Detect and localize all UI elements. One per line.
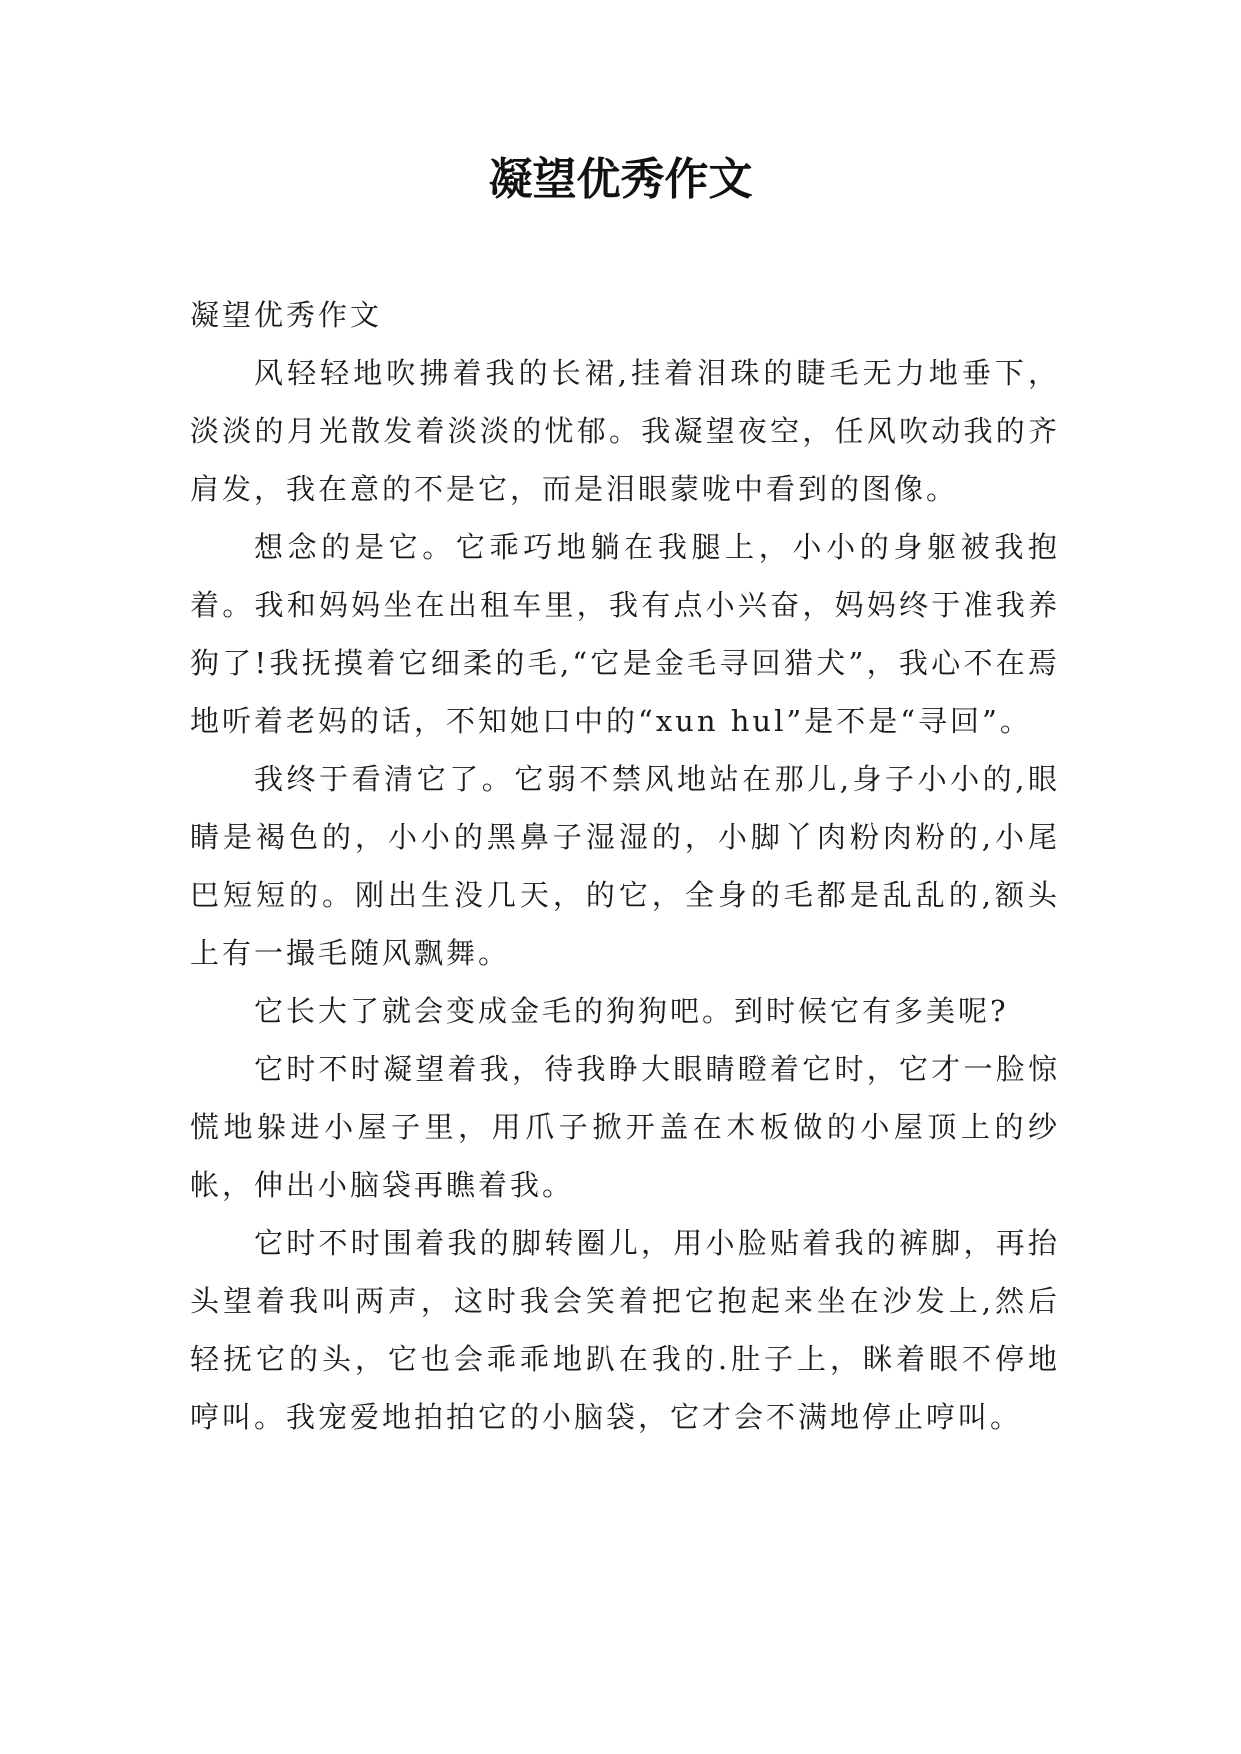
document-body (190, 286, 1060, 1446)
paragraph: 我终于看清它了。它弱不禁风地站在那儿,身子小小的,眼睛是褐色的，小小的黑鼻子湿湿的，小脚丫肉粉肉粉的,小尾巴短短的。刚出生没几天，的它，全身的毛都是乱乱的,额头上有一撮毛随风飘舞。 (190, 762, 1060, 970)
paragraph: 它时不时凝望着我，待我睁大眼睛瞪着它时，它才一脸惊慌地躲进小屋子里，用爪子掀开盖在木板做的小屋顶上的纱帐，伸出小脑袋再瞧着我。 (190, 1052, 1060, 1202)
document-title: 凝望优秀作文 (488, 154, 753, 205)
document-subtitle: 凝望优秀作文 (190, 298, 383, 332)
paragraph: 风轻轻地吹拂着我的长裙,挂着泪珠的睫毛无力地垂下，淡淡的月光散发着淡淡的忧郁。我凝望夜空，任风吹动我的齐肩发，我在意的不是它，而是泪眼蒙咙中看到的图像。 (190, 356, 1060, 506)
paragraph: 想念的是它。它乖巧地躺在我腿上，小小的身躯被我抱着。我和妈妈坐在出租车里，我有点小兴奋，妈妈终于准我养狗了!我抚摸着它细柔的毛,“它是金毛寻回猎犬”，我心不在焉地听着老妈的话，不知她口中的“xun hul”是不是“寻回”。 (190, 530, 1060, 738)
paragraph: 它时不时围着我的脚转圈儿，用小脸贴着我的裤脚，再抬头望着我叫两声，这时我会笑着把它抱起来坐在沙发上,然后轻抚它的头，它也会乖乖地趴在我的.肚子上，眯着眼不停地哼叫。我宠爱地拍拍它的小脑袋，它才会不满地停止哼叫。 (190, 1226, 1060, 1434)
paragraph: 它长大了就会变成金毛的狗狗吧。到时候它有多美呢? (254, 994, 1009, 1028)
